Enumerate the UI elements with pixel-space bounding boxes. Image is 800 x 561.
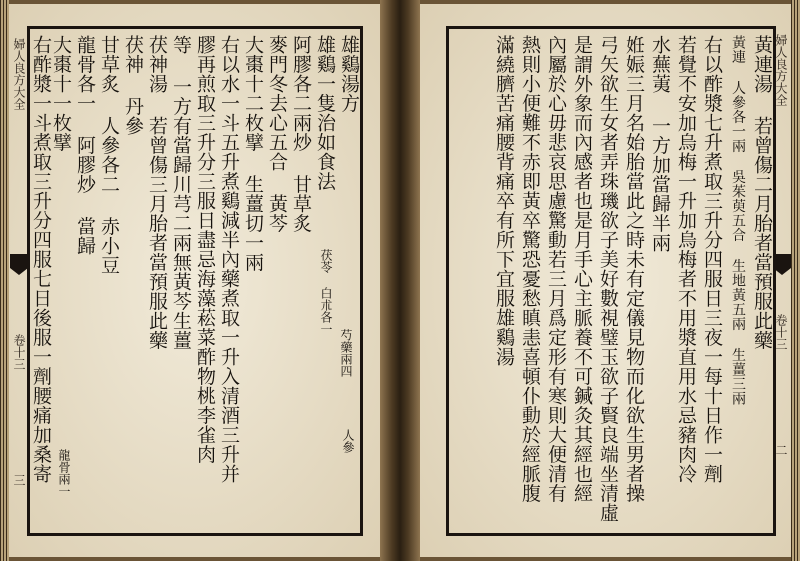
text-column: 水蕪荑 一方加當歸半兩 <box>649 35 671 253</box>
text-column: 大棗十一枚擘 <box>50 35 72 152</box>
text-column: 右酢漿一斗煮取三升分四服七日後服一劑腰痛加桑寄 <box>30 35 52 484</box>
right-margin-volume: 卷十三 <box>774 314 788 350</box>
text-column: 阿膠各二兩炒 甘草炙 <box>290 35 312 233</box>
text-column: 是謂外象而內感者也是月手心主脈養不可鍼灸其經也經 <box>571 35 593 503</box>
text-column: 膠再煎取三升分三服日盡忌海藻菘菜酢物桃李雀肉 <box>194 35 216 464</box>
text-column: 黃連 人參各一兩 吳茱萸五合 生地黃五兩 生薑三兩 <box>730 35 746 406</box>
right-text-frame <box>446 26 776 536</box>
interlinear-note: 茯苓 白朮各一 <box>319 249 333 335</box>
left-text-frame <box>27 26 363 536</box>
left-page <box>9 4 380 557</box>
text-column: 麥門冬去心五合 黃芩 <box>266 35 288 233</box>
text-column: 茯神 丹參 <box>122 35 144 136</box>
right-margin-page-number: 二 <box>774 444 788 456</box>
text-column: 滿繞臍苦痛腰背痛卒有所下宜服雄鷄湯 <box>493 35 515 367</box>
text-column: 等 一方有當歸川芎二兩無黃芩生薑 <box>170 35 192 350</box>
left-page-edges <box>0 0 9 561</box>
text-column: 若覺不安加烏梅一升加烏梅者不用漿直用水忌豬肉冷 <box>675 35 697 484</box>
text-column: 雄鷄湯方 <box>338 35 360 113</box>
text-column: 雄鷄一隻治如食法 <box>314 35 336 191</box>
left-fishtail-mark <box>10 254 28 268</box>
interlinear-note: 龍骨兩一 <box>57 449 71 497</box>
left-margin-volume: 卷十三 <box>12 334 26 370</box>
interlinear-note: 芍藥兩四 <box>339 329 353 377</box>
right-margin-title: 婦人良方大全 <box>774 34 788 106</box>
right-page <box>420 4 791 557</box>
text-column: 內屬於心毋悲哀思慮驚動若三月爲定形有寒則大便清有 <box>545 35 567 503</box>
text-column: 大棗十二枚擘 生薑切一兩 <box>242 35 264 272</box>
text-column: 右以水一斗五升煮鷄減半內藥煮取一升入清酒三升并 <box>218 35 240 484</box>
text-column: 龍骨各一 阿膠炒 當歸 <box>74 35 96 256</box>
text-column: 熱則小便難不赤即黃卒驚恐憂愁瞋恚喜頓仆動於經脈腹 <box>519 35 541 503</box>
text-column: 甘草炙 人參各二 赤小豆 <box>98 35 120 275</box>
right-page-edges <box>791 0 800 561</box>
interlinear-note: 人參 <box>341 429 355 453</box>
left-margin-title: 婦人良方大全 <box>12 38 26 110</box>
text-column: 茯神湯 若曾傷三月胎者當預服此藥 <box>146 35 168 350</box>
text-column: 右以酢漿七升煮取三升分四服日三夜一每十日作一劑 <box>701 35 723 484</box>
text-column: 黃連湯 若曾傷二月胎者當預服此藥 <box>751 35 773 350</box>
left-margin-page-number: 三 <box>12 474 26 486</box>
book-gutter <box>380 0 420 561</box>
text-column: 姙娠三月名始胎當此之時未有定儀見物而化欲生男者操 <box>623 35 645 503</box>
text-column: 弓矢欲生女者弄珠璣欲子美好數視璧玉欲子賢良端坐清虛 <box>597 35 619 523</box>
